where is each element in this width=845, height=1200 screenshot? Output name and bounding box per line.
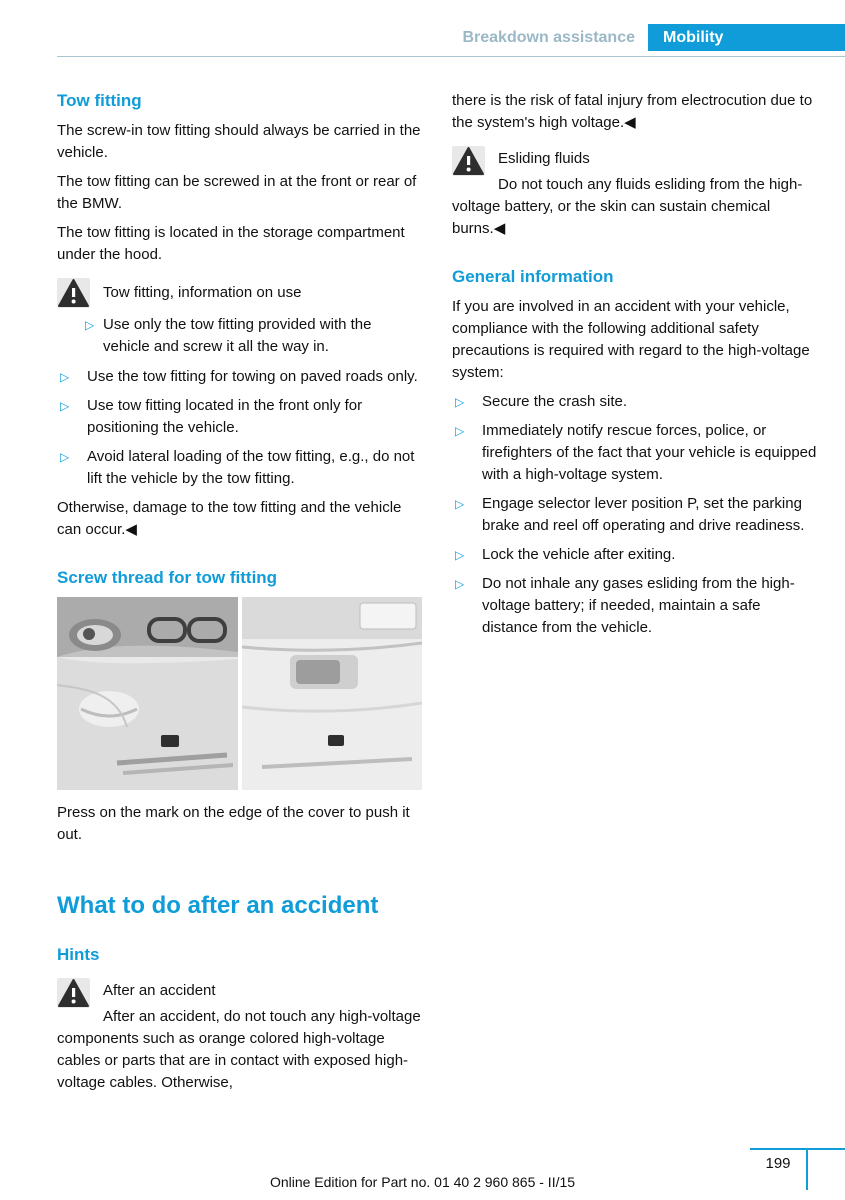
page-number: 199 [765,1155,791,1172]
right-column [452,90,817,1101]
list-item [57,366,422,388]
header-divider [57,56,845,57]
list-item [452,493,817,537]
list-item-text: Engage selector lever position P, set the parking brake and reel off operating and drive readiness. [482,495,805,534]
list-item [57,395,422,439]
tow-fitting-photo-front [57,597,238,790]
bullet-triangle-icon: ▷ [60,399,70,413]
bullet-triangle-icon: ▷ [455,395,465,409]
paragraph: The tow fitting can be screwed in at the front or rear of the BMW. [57,173,417,212]
list-item-text: Use tow fitting located in the front only for positioning the vehicle. [87,397,363,436]
breadcrumb: Breakdown assistance [462,29,635,46]
list-item-text: Use the tow fitting for towing on paved roads only. [87,368,418,385]
list-item-text: Avoid lateral loading of the tow fitting, e.g., do not lift the vehicle by the tow fitting. [87,448,415,487]
warning-after-accident [57,976,422,1094]
bullet-triangle-icon: ▷ [85,318,95,332]
warning-title: After an accident [103,982,216,999]
footer-edition-note: Online Edition for Part no. 01 40 2 960 865 - II/15 [269,1174,576,1190]
list-item-text: Immediately notify rescue forces, police, or firefighters of the fact that your vehicle is equipped with a high-voltage system. [482,422,817,483]
page-number-divider [806,1150,808,1190]
section-title-general-information: General information [452,267,614,286]
list-item-text: Do not inhale any gases esliding from the high-voltage battery; if needed, maintain a safe distance from the vehicle. [482,575,795,636]
section-title-screw-thread: Screw thread for tow fitting [57,568,278,587]
bullet-triangle-icon: ▷ [455,424,465,438]
page-header [57,24,845,51]
tow-fitting-photos [57,597,422,790]
list-item [85,314,422,358]
content-columns [57,90,817,1101]
section-title-hints: Hints [57,945,100,964]
warning-text: Do not touch any fluids esliding from the high-voltage battery, or the skin can sustain chemical burns.◀ [452,176,803,237]
paragraph: Otherwise, damage to the tow fitting and the vehicle can occur.◀ [57,499,402,538]
list-item-text: Lock the vehicle after exiting. [482,546,676,563]
warning-text: After an accident, do not touch any high-voltage components such as orange colored high-voltage cables or parts that are in contact with exposed high-voltage cables. Otherwise, [57,1008,421,1091]
tab-mobility: Mobility [648,24,845,51]
list-item [452,391,817,413]
bullet-triangle-icon: ▷ [60,370,70,384]
list-item [57,446,422,490]
paragraph: The tow fitting is located in the storage compartment under the hood. [57,224,405,263]
list-item-text: Use only the tow fitting provided with the vehicle and screw it all the way in. [103,316,372,355]
paragraph: If you are involved in an accident with your vehicle, compliance with the following additional safety precautions is required with regard to the high-voltage system: [452,298,810,381]
warning-triangle-icon [452,146,485,176]
warning-text-continued: there is the risk of fatal injury from electrocution due to the system's high voltage.◀ [452,92,813,131]
page-number-block [750,1148,845,1192]
chapter-title-accident: What to do after an accident [57,892,379,919]
photo-caption: Press on the mark on the edge of the cover to push it out. [57,804,410,843]
bullet-triangle-icon: ▷ [455,548,465,562]
bullet-triangle-icon: ▷ [60,450,70,464]
warning-tow-fitting [57,278,422,308]
tow-fitting-photo-rear [242,597,422,790]
bullet-triangle-icon: ▷ [455,497,465,511]
section-title-tow-fitting: Tow fitting [57,91,142,110]
warning-title: Tow fitting, information on use [103,284,302,301]
warning-esliding-fluids [452,144,817,240]
warning-triangle-icon [57,278,90,308]
bullet-triangle-icon: ▷ [455,577,465,591]
warning-triangle-icon [57,978,90,1008]
warning-title: Esliding fluids [498,150,590,167]
left-column [57,90,422,1101]
list-item [452,544,817,566]
list-item-text: Secure the crash site. [482,393,628,410]
list-item [452,573,817,639]
list-item [452,420,817,486]
paragraph: The screw-in tow fitting should always be carried in the vehicle. [57,122,421,161]
